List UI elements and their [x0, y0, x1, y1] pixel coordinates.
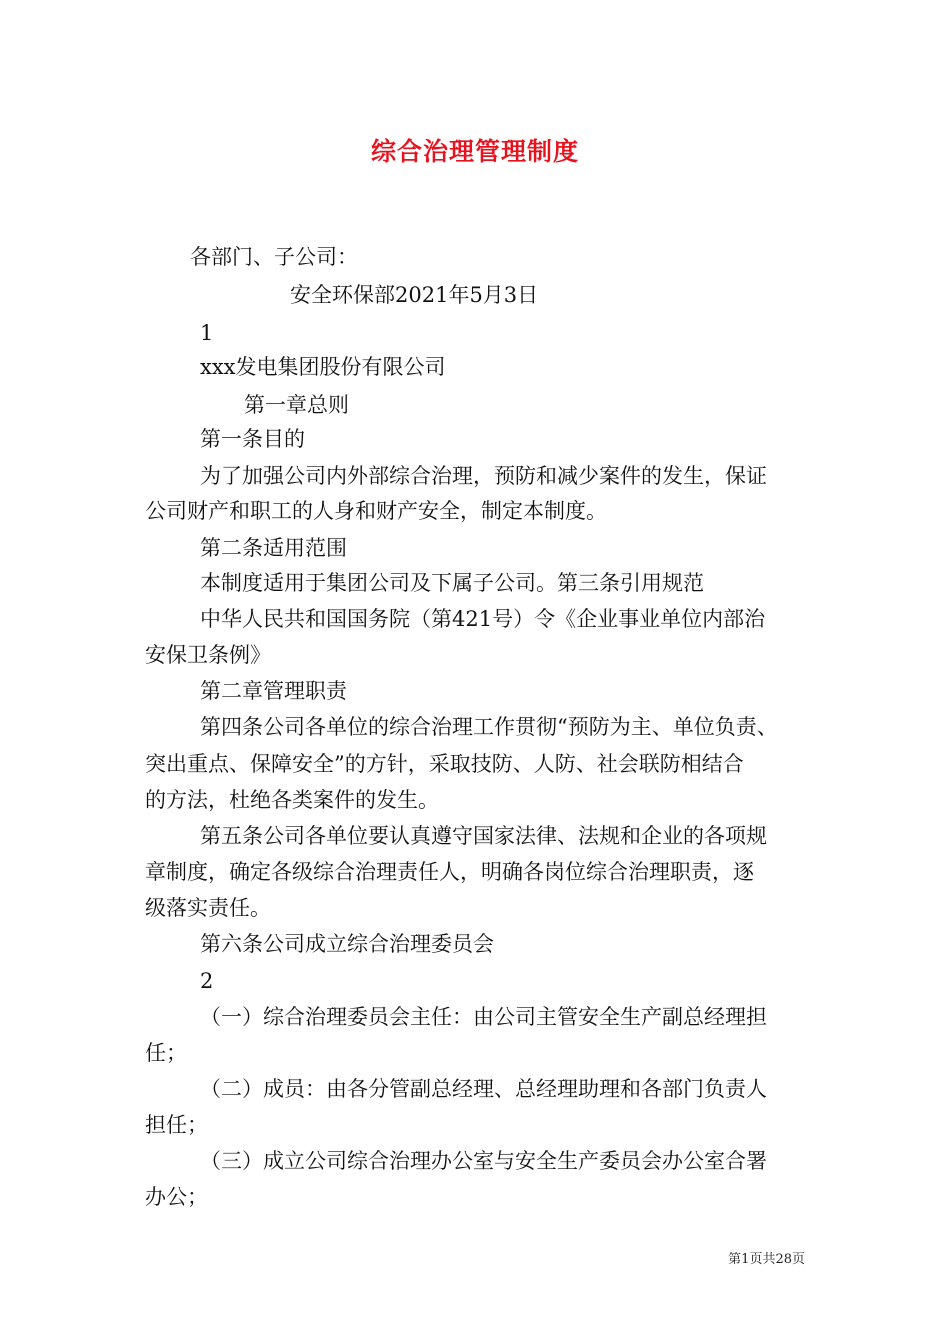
company-name-line: xxx发电集团股份有限公司	[200, 355, 446, 379]
article-heading: 第一条目的	[200, 427, 305, 451]
section-number: 1	[200, 321, 214, 345]
paragraph-line: 公司财产和职工的人身和财产安全，制定本制度。	[145, 499, 607, 523]
page-footer: 第1页共28页	[728, 1252, 805, 1267]
section-number: 2	[200, 969, 214, 993]
issuer-date-line: 安全环保部2021年5月3日	[290, 283, 539, 307]
paragraph-line: 章制度，确定各级综合治理责任人，明确各岗位综合治理职责，逐	[145, 860, 754, 884]
paragraph-line: 第五条公司各单位要认真遵守国家法律、法规和企业的各项规	[200, 824, 767, 848]
document-title: 综合治理管理制度	[370, 137, 579, 166]
paragraph-line: （一）综合治理委员会主任：由公司主管安全生产副总经理担	[200, 1005, 767, 1029]
paragraph-line: 突出重点、保障安全”的方针，采取技防、人防、社会联防相结合	[145, 752, 744, 776]
paragraph-line: 任；	[145, 1041, 187, 1065]
paragraph-line: 的方法，杜绝各类案件的发生。	[145, 788, 439, 812]
paragraph-line: 第四条公司各单位的综合治理工作贯彻“预防为主、单位负责、	[200, 715, 778, 739]
paragraph-line: 担任；	[145, 1113, 208, 1137]
chapter-heading: 第一章总则	[244, 393, 349, 417]
paragraph-line: 为了加强公司内外部综合治理，预防和减少案件的发生，保证	[200, 464, 767, 488]
paragraph-line: 本制度适用于集团公司及下属子公司。第三条引用规范	[200, 571, 704, 595]
article-heading: 第二条适用范围	[200, 536, 347, 560]
paragraph-line: 中华人民共和国国务院（第421号）令《企业事业单位内部治	[200, 607, 766, 631]
paragraph-line: 级落实责任。	[145, 896, 271, 920]
chapter-heading: 第二章管理职责	[200, 679, 347, 703]
paragraph-line: 安保卫条例》	[145, 643, 271, 667]
salutation-line: 各部门、子公司：	[190, 245, 358, 269]
article-heading: 第六条公司成立综合治理委员会	[200, 932, 494, 956]
paragraph-line: （二）成员：由各分管副总经理、总经理助理和各部门负责人	[200, 1077, 767, 1101]
paragraph-line: 办公；	[145, 1185, 208, 1209]
paragraph-line: （三）成立公司综合治理办公室与安全生产委员会办公室合署	[200, 1149, 767, 1173]
